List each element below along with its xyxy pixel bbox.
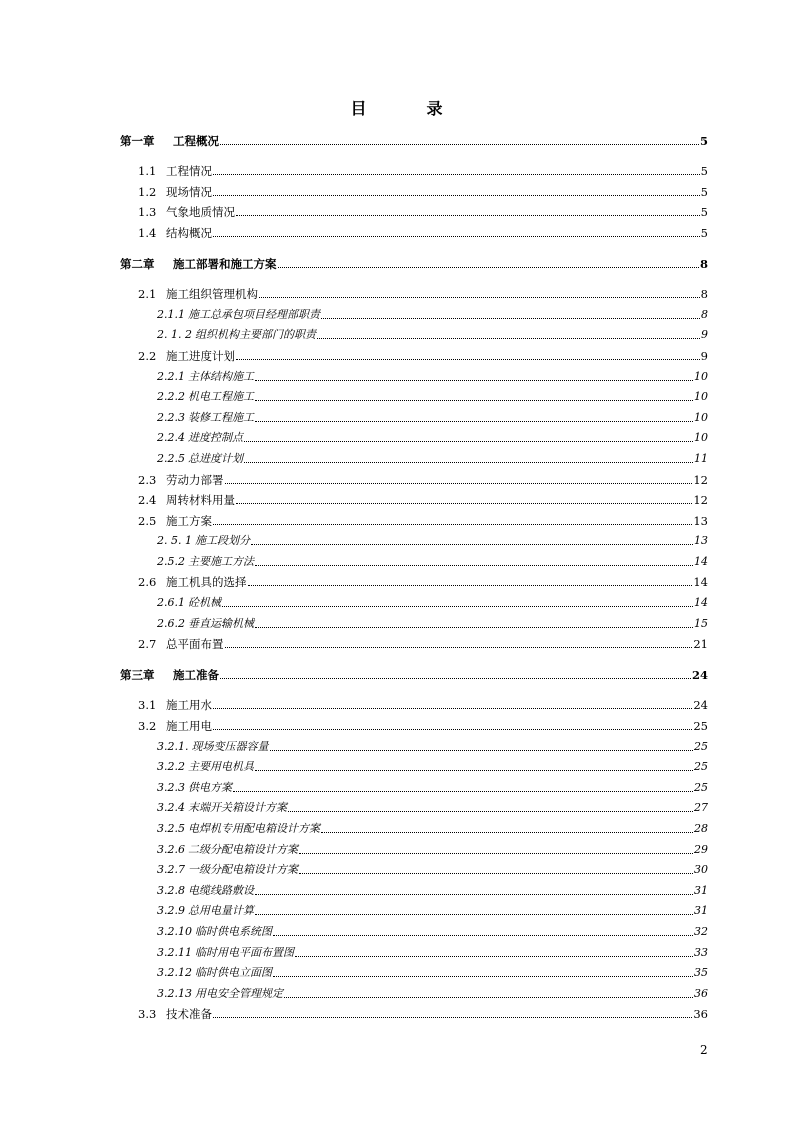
toc-section-entry[interactable] — [120, 281, 708, 302]
toc-entry-number: 1.1 — [138, 164, 157, 179]
toc-entry-page: 32 — [694, 924, 708, 938]
toc-entry-page: 8 — [701, 307, 708, 321]
toc-entry-number: 3.2.9 — [157, 904, 185, 918]
toc-entry-number: 2.2.2 — [157, 390, 185, 404]
toc-entry-page: 25 — [694, 780, 708, 794]
toc-subsection-entry[interactable] — [120, 733, 708, 754]
dot-leader — [233, 791, 693, 792]
toc-entry-number: 2. 1. 2 — [157, 328, 192, 342]
dot-leader — [284, 997, 693, 998]
toc-chapter-entry[interactable] — [120, 661, 708, 682]
dot-leader — [299, 853, 693, 854]
toc-entry-number: 2.5.2 — [157, 554, 185, 568]
toc-entry-number: 3.2 — [138, 719, 157, 734]
toc-entry-title: 装修工程施工 — [188, 410, 254, 424]
toc-entry-number: 3.2.12 — [157, 966, 192, 980]
toc-entry-title: 施工组织管理机构 — [166, 287, 258, 302]
toc-entry-title: 一级分配电箱设计方案 — [188, 863, 298, 877]
toc-entry-title: 施工进度计划 — [166, 348, 235, 363]
toc-entry-page: 29 — [694, 842, 708, 856]
toc-entry-page: 31 — [694, 883, 708, 897]
toc-entry-number: 3.2.3 — [157, 780, 185, 794]
dot-leader — [255, 627, 693, 628]
dot-leader — [255, 400, 693, 401]
toc-entry-title: 周转材料用量 — [166, 493, 235, 508]
toc-entry-page: 9 — [700, 348, 708, 363]
toc-entry-page: 9 — [701, 328, 708, 342]
toc-entry-title: 用电安全管理规定 — [195, 986, 283, 1000]
toc-entry-page: 14 — [693, 575, 708, 590]
toc-section-entry[interactable] — [120, 507, 708, 528]
toc-section-entry[interactable] — [120, 466, 708, 487]
toc-section-entry[interactable] — [120, 487, 708, 508]
toc-subsection-entry[interactable] — [120, 754, 708, 775]
toc-entry-number: 3.2.8 — [157, 883, 185, 897]
dot-leader — [295, 956, 693, 957]
toc-entry-title: 结构概况 — [166, 225, 212, 240]
toc-subsection-entry[interactable] — [120, 548, 708, 569]
dot-leader — [248, 585, 693, 586]
toc-entry-page: 5 — [699, 133, 708, 148]
toc-subsection-entry[interactable] — [120, 363, 708, 384]
toc-entry-page: 21 — [693, 637, 708, 652]
toc-section-entry[interactable] — [120, 158, 708, 179]
dot-leader — [244, 441, 693, 442]
dot-leader — [273, 976, 693, 977]
toc-entry-title: 施工总承包项目经理部职责 — [188, 307, 320, 321]
toc-entry-page: 8 — [699, 256, 708, 271]
toc-subsection-entry[interactable] — [120, 795, 708, 816]
toc-subsection-entry[interactable] — [120, 877, 708, 898]
dot-leader — [213, 174, 700, 175]
toc-entry-number: 第一章 — [120, 133, 155, 148]
dot-leader — [270, 750, 694, 751]
dot-leader — [222, 606, 693, 607]
toc-entry-title: 现场情况 — [166, 184, 212, 199]
toc-subsection-entry[interactable] — [120, 404, 708, 425]
toc-entry-number: 1.3 — [138, 205, 157, 220]
toc-entry-title: 临时用电平面布置图 — [195, 945, 294, 959]
toc-entry-number: 1.2 — [138, 184, 157, 199]
dot-leader — [244, 462, 693, 463]
toc-section-entry[interactable] — [120, 199, 708, 220]
toc-entry-page: 12 — [693, 472, 708, 487]
toc-entry-title: 总进度计划 — [188, 451, 243, 465]
toc-entry-title: 电焊机专用配电箱设计方案 — [188, 822, 320, 835]
page-number: 2 — [700, 1043, 708, 1057]
toc-subsection-entry[interactable] — [120, 425, 708, 446]
toc-entry-page: 30 — [694, 863, 708, 877]
toc-subsection-entry[interactable] — [120, 918, 708, 939]
toc-entry-title: 总用电量计算 — [188, 904, 254, 918]
toc-section-entry[interactable] — [120, 692, 708, 713]
toc-section-entry[interactable] — [120, 1001, 708, 1022]
toc-entry-page: 5 — [700, 164, 708, 179]
toc-entry-number: 2.2.4 — [157, 431, 185, 445]
toc-entry-page: 11 — [694, 451, 708, 465]
toc-section-entry[interactable] — [120, 178, 708, 199]
dot-leader — [225, 647, 693, 648]
toc-entry-title: 供电方案 — [188, 780, 232, 794]
toc-entry-number: 2.1.1 — [157, 307, 185, 321]
toc-section-entry[interactable] — [120, 631, 708, 652]
toc-entry-number: 3.2.5 — [157, 822, 185, 835]
toc-entry-title: 垂直运输机械 — [188, 616, 254, 630]
toc-entry-number: 3.2.1. — [157, 739, 189, 753]
dot-leader — [321, 318, 700, 319]
dot-leader — [213, 1017, 692, 1018]
toc-entry-title: 电缆线路敷设 — [188, 883, 254, 897]
toc-subsection-entry[interactable] — [120, 960, 708, 981]
toc-entry-title: 施工机具的选择 — [166, 575, 247, 590]
dot-leader — [220, 678, 691, 679]
toc-entry-title: 砼机械 — [188, 596, 221, 610]
toc-entry-title: 工程概况 — [173, 133, 219, 148]
dot-leader — [251, 544, 693, 545]
toc-entry-number: 2.6 — [138, 575, 157, 590]
toc-entry-title: 临时供电系统图 — [195, 924, 272, 938]
toc-entry-page: 10 — [694, 369, 708, 383]
toc-entry-number: 2.6.2 — [157, 616, 185, 630]
dot-leader — [213, 708, 692, 709]
dot-leader — [255, 914, 693, 915]
toc-entry-title: 施工方案 — [166, 513, 212, 528]
toc-subsection-entry[interactable] — [120, 980, 708, 1001]
dot-leader — [225, 483, 693, 484]
toc-section-entry[interactable] — [120, 342, 708, 363]
toc-entry-page: 5 — [700, 225, 708, 240]
toc-entry-number: 3.3 — [138, 1007, 157, 1022]
toc-entry-title: 技术准备 — [166, 1007, 212, 1022]
toc-subsection-entry[interactable] — [120, 589, 708, 610]
toc-subsection-entry[interactable] — [120, 445, 708, 466]
toc-entry-number: 第二章 — [120, 256, 155, 271]
toc-entry-number: 3.2.2 — [157, 760, 185, 774]
toc-entry-number: 2.1 — [138, 287, 157, 302]
toc-entry-title: 临时供电立面图 — [195, 966, 272, 980]
toc-entry-title: 组织机构主要部门的职责 — [194, 328, 316, 342]
toc-subsection-entry[interactable] — [120, 898, 708, 919]
toc-entry-page: 10 — [694, 431, 708, 445]
dot-leader — [213, 195, 700, 196]
dot-leader — [299, 873, 693, 874]
toc-entry-number: 2.2.1 — [157, 369, 185, 383]
toc-entry-number: 2.2.5 — [157, 451, 185, 465]
toc-subsection-entry[interactable] — [120, 939, 708, 960]
toc-entry-title: 进度控制点 — [188, 431, 243, 445]
toc-entry-page: 25 — [694, 760, 708, 774]
toc-entry-number: 3.2.10 — [157, 924, 192, 938]
toc-entry-page: 33 — [694, 945, 708, 959]
toc-entry-number: 第三章 — [120, 667, 155, 682]
toc-entry-number: 2.2.3 — [157, 410, 185, 424]
dot-leader — [321, 832, 693, 833]
toc-entry-page: 35 — [694, 966, 708, 980]
toc-entry-page: 24 — [691, 667, 708, 682]
toc-entry-title: 现场变压器容量 — [191, 739, 269, 753]
toc-subsection-entry[interactable] — [120, 384, 708, 405]
dot-leader — [273, 935, 693, 936]
table-of-contents — [120, 127, 708, 1021]
toc-entry-number: 2.2 — [138, 348, 157, 363]
toc-entry-page: 10 — [694, 410, 708, 424]
dot-leader — [255, 894, 693, 895]
dot-leader — [213, 729, 692, 730]
toc-entry-page: 25 — [693, 719, 708, 734]
dot-leader — [317, 338, 700, 339]
toc-entry-page: 28 — [694, 822, 708, 835]
toc-entry-number: 2.7 — [138, 637, 157, 652]
toc-entry-number: 2. 5. 1 — [157, 534, 192, 548]
dot-leader — [288, 811, 693, 812]
toc-entry-number: 3.2.6 — [157, 842, 185, 856]
toc-section-entry[interactable] — [120, 219, 708, 240]
dot-leader — [278, 267, 699, 268]
toc-entry-number: 3.1 — [138, 698, 157, 713]
toc-entry-title: 总平面布置 — [166, 637, 224, 652]
toc-entry-page: 13 — [693, 513, 708, 528]
dot-leader — [236, 359, 700, 360]
toc-subsection-entry[interactable] — [120, 322, 708, 343]
toc-entry-page: 5 — [700, 184, 708, 199]
dot-leader — [255, 565, 693, 566]
toc-entry-page: 27 — [694, 801, 708, 815]
toc-subsection-entry[interactable] — [120, 857, 708, 878]
toc-entry-title: 二级分配电箱设计方案 — [188, 842, 298, 856]
toc-entry-title: 机电工程施工 — [188, 390, 254, 404]
toc-entry-number: 3.2.4 — [157, 801, 185, 815]
toc-entry-number: 2.4 — [138, 493, 157, 508]
toc-chapter-entry[interactable] — [120, 127, 708, 148]
toc-entry-page: 14 — [694, 554, 708, 568]
toc-entry-page: 10 — [694, 390, 708, 404]
toc-entry-page: 14 — [694, 596, 708, 610]
toc-entry-page: 36 — [693, 1007, 708, 1022]
toc-entry-number: 2.5 — [138, 513, 157, 528]
toc-entry-page: 12 — [693, 493, 708, 508]
toc-entry-number: 2.6.1 — [157, 596, 185, 610]
toc-entry-page: 5 — [700, 205, 708, 220]
toc-entry-title: 主要用电机具 — [188, 760, 254, 774]
toc-entry-number: 3.2.13 — [157, 986, 192, 1000]
toc-entry-title: 主体结构施工 — [188, 369, 254, 383]
toc-entry-title: 劳动力部署 — [166, 472, 224, 487]
dot-leader — [213, 524, 692, 525]
toc-entry-number: 2.3 — [138, 472, 157, 487]
toc-entry-number: 3.2.7 — [157, 863, 185, 877]
dot-leader — [236, 215, 700, 216]
toc-entry-title: 气象地质情况 — [166, 205, 235, 220]
toc-entry-title: 施工用水 — [166, 698, 212, 713]
toc-entry-page: 36 — [694, 986, 708, 1000]
dot-leader — [236, 503, 692, 504]
toc-entry-number: 3.2.11 — [157, 945, 192, 959]
toc-section-entry[interactable] — [120, 712, 708, 733]
toc-subsection-entry[interactable] — [120, 774, 708, 795]
toc-entry-page: 31 — [694, 904, 708, 918]
toc-entry-title: 施工准备 — [173, 667, 219, 682]
page-title: 目 录 — [350, 99, 465, 118]
toc-subsection-entry[interactable] — [120, 528, 708, 549]
toc-entry-page: 15 — [694, 616, 708, 630]
toc-entry-page: 24 — [693, 698, 708, 713]
toc-entry-page: 25 — [694, 739, 708, 753]
toc-chapter-entry[interactable] — [120, 250, 708, 271]
toc-subsection-entry[interactable] — [120, 836, 708, 857]
dot-leader — [255, 770, 693, 771]
toc-entry-title: 施工段划分 — [194, 534, 250, 548]
dot-leader — [255, 421, 693, 422]
toc-subsection-entry[interactable] — [120, 610, 708, 631]
toc-entry-title: 施工用电 — [166, 719, 212, 734]
toc-entry-title: 施工部署和施工方案 — [173, 256, 277, 271]
dot-leader — [213, 236, 700, 237]
toc-entry-title: 工程情况 — [166, 164, 212, 179]
dot-leader — [220, 144, 699, 145]
toc-entry-page: 8 — [700, 287, 708, 302]
toc-entry-title: 末端开关箱设计方案 — [188, 801, 287, 815]
toc-entry-title: 主要施工方法 — [188, 554, 254, 568]
dot-leader — [255, 380, 693, 381]
toc-subsection-entry[interactable] — [120, 301, 708, 322]
toc-entry-number: 1.4 — [138, 225, 157, 240]
toc-entry-page: 13 — [694, 534, 708, 548]
toc-subsection-entry[interactable] — [120, 815, 708, 836]
toc-section-entry[interactable] — [120, 569, 708, 590]
dot-leader — [259, 297, 700, 298]
